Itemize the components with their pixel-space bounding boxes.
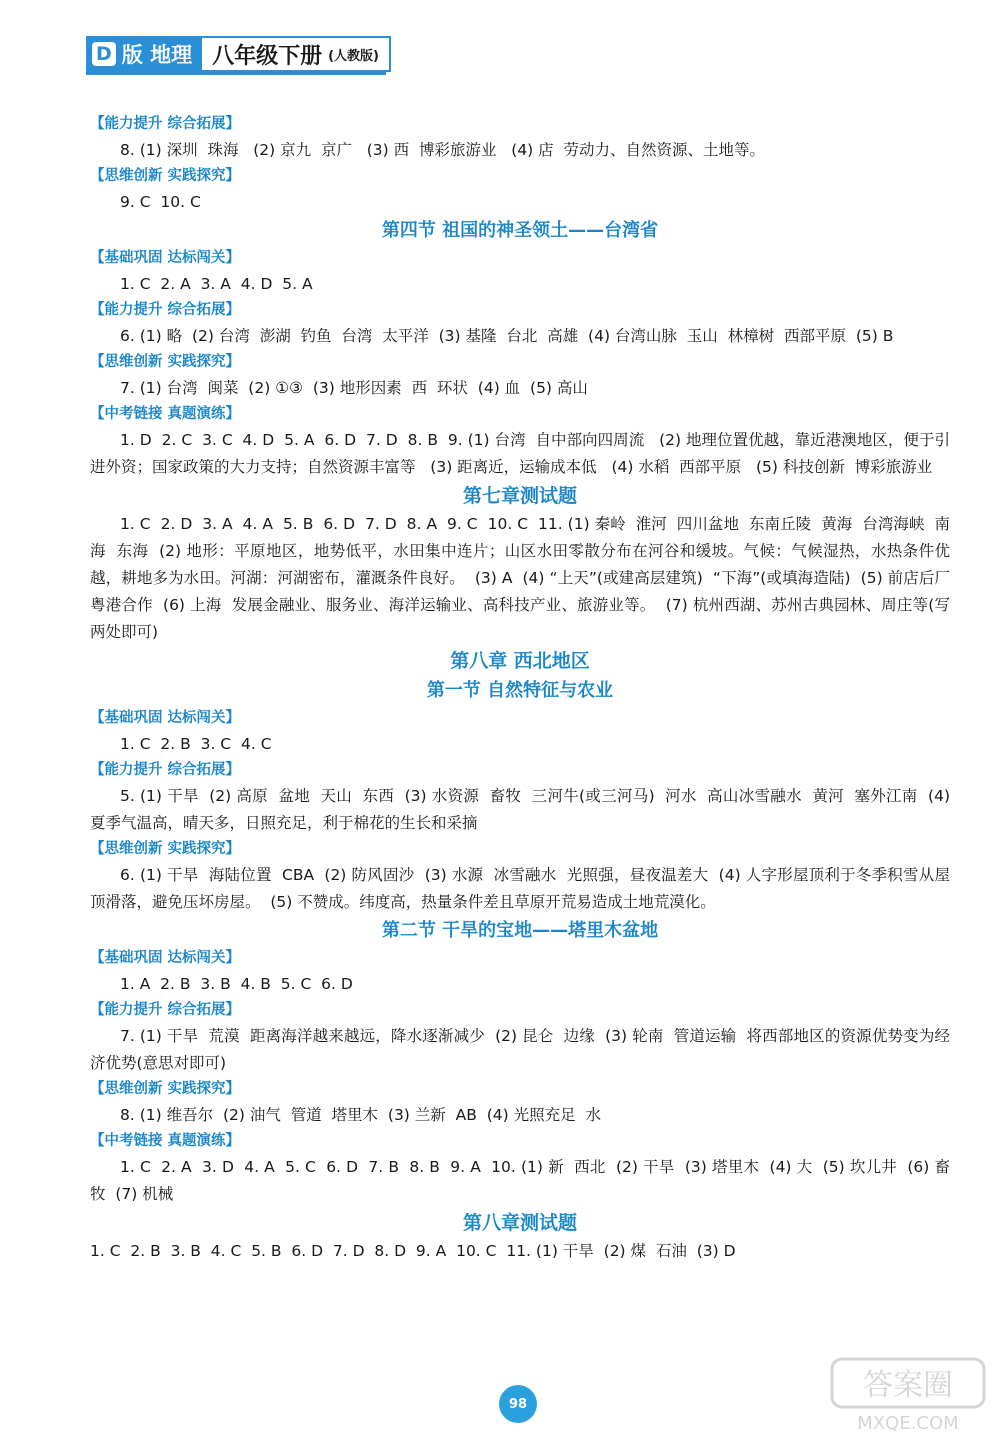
grade-text: 八年级下册 [212,43,323,69]
exercise-tag: 【思维创新 实践探究】 [90,168,241,184]
section-title: 第二节 干旱的宝地——塔里木盆地 [381,920,659,941]
answer-text: 1. D 2. C 3. C 4. D 5. A 6. D 7. D 8. B 9. (1) 台湾 自中部向四周流 (2) 地理位置优越，靠近港澳地区，便于引进外资；国家政策的大力支持；自然资源丰富等 (3) 距离近，运输成本低 (4) 水稻 西部平原 (5) 科技创新 博彩旅游业 [90,431,950,476]
exercise-tag: 【能力提升 综合拓展】 [90,116,241,132]
answer-text: 6. (1) 干旱 海陆位置 CBA (2) 防风固沙 (3) 水源 冰雪融水 光照强，昼夜温差大 (4) 人字形屋顶利于冬季积雪从屋顶滑落，避免压坏房屋。 (5) 不赞成。纬度高，热量条件差且草原开荒易造成土地荒漠化。 [90,866,950,911]
answer-text: 1. C 2. B 3. B 4. C 5. B 6. D 7. D 8. D 9. A 10. C 11. (1) 干旱 (2) 煤 石油 (3) D [90,1242,736,1260]
answer-text: 1. C 2. A 3. D 4. A 5. C 6. D 7. B 8. B 9. A 10. (1) 新 西北 (2) 干旱 (3) 塔里木 (4) 大 (5) 坎儿井 (6) 畜牧 (7) 机械 [90,1158,950,1203]
answer-text: 7. (1) 干旱 荒漠 距离海洋越来越远，降水逐渐减少 (2) 昆仑 边缘 (3) 轮南 管道运输 将西部地区的资源优势变为经济优势(意思对即可) [90,1027,950,1072]
exercise-tag: 【能力提升 综合拓展】 [90,1002,241,1018]
exercise-tag: 【能力提升 综合拓展】 [90,302,241,318]
answer-text: 1. A 2. B 3. B 4. B 5. C 6. D [120,975,353,993]
answer-content [90,112,960,1265]
answer-text: 1. C 2. D 3. A 4. A 5. B 6. D 7. D 8. A 9. C 10. C 11. (1) 秦岭 淮河 四川盆地 东南丘陵 黄海 台湾海峡 南海 东海 (2) 地形：平原地区，地势低平，水田集中连片；山区水田零散分布在河谷和缓坡。气候：气候湿热，水热条件优越，耕地多为水田。河湖：河湖密布，灌溉条件良好。 (3) A (4) “上天”(或建高层建筑) “下海”(或填海造陆) (5) 前店后厂 粤港合作 (6) 上海 发展金融业、服务业、海洋运输业、高科技产业、旅游业等。 (7) 杭州西湖、苏州古典园林、周庄等(写两处即可) [90,515,960,641]
exercise-tag: 【中考链接 真题演练】 [90,1133,241,1149]
answer-text: 5. (1) 干旱 (2) 高原 盆地 天山 东西 (3) 水资源 畜牧 三河牛(或三河马) 河水 高山冰雪融水 黄河 塞外江南 (4) 夏季气温高，晴天多，日照充足，利于棉花的生长和采摘 [90,787,955,832]
exercise-tag: 【思维创新 实践探究】 [90,1081,241,1097]
answer-text: 7. (1) 台湾 闽菜 (2) ①③ (3) 地形因素 西 环状 (4) 血 (5) 高山 [120,379,588,397]
watermark-title: 答案圈 [863,1368,953,1403]
answer-text: 9. C 10. C [120,193,201,211]
edition-text: (人教版) [328,48,379,64]
answer-text: 1. C 2. B 3. C 4. C [120,735,272,753]
badge-letter: D [92,42,116,66]
section-title: 第一节 自然特征与农业 [426,680,614,701]
header-underline [86,72,386,75]
answer-text: 6. (1) 略 (2) 台湾 澎湖 钓鱼 台湾 太平洋 (3) 基隆 台北 高雄 (4) 台湾山脉 玉山 林樟树 西部平原 (5) B [120,327,894,345]
answer-text: 8. (1) 深圳 珠海 (2) 京九 京广 (3) 西 博彩旅游业 (4) 店 劳动力、自然资源、土地等。 [120,141,766,159]
page-number: 98 [499,1385,537,1423]
page-header [86,36,391,72]
exercise-tag: 【基础巩固 达标闯关】 [90,950,241,966]
exercise-tag: 【能力提升 综合拓展】 [90,762,241,778]
chapter-title: 第七章测试题 [462,485,577,507]
section-title: 第四节 祖国的神圣领土——台湾省 [381,220,659,241]
exercise-tag: 【思维创新 实践探究】 [90,354,241,370]
exercise-tag: 【基础巩固 达标闯关】 [90,710,241,726]
chapter-title: 第八章 西北地区 [450,650,590,672]
watermark-logo [828,1355,988,1435]
answer-text: 1. C 2. A 3. A 4. D 5. A [120,275,313,293]
chapter-title: 第八章测试题 [462,1212,577,1234]
exercise-tag: 【中考链接 真题演练】 [90,406,241,422]
answer-text: 8. (1) 维吾尔 (2) 油气 管道 塔里木 (3) 兰新 AB (4) 光照充足 水 [120,1106,601,1124]
exercise-tag: 【思维创新 实践探究】 [90,841,241,857]
watermark-url: MXQE.COM [857,1413,959,1434]
edition-badge [86,36,202,72]
exercise-tag: 【基础巩固 达标闯关】 [90,250,241,266]
badge-subject: 版 地理 [121,43,193,67]
grade-label [202,36,391,72]
